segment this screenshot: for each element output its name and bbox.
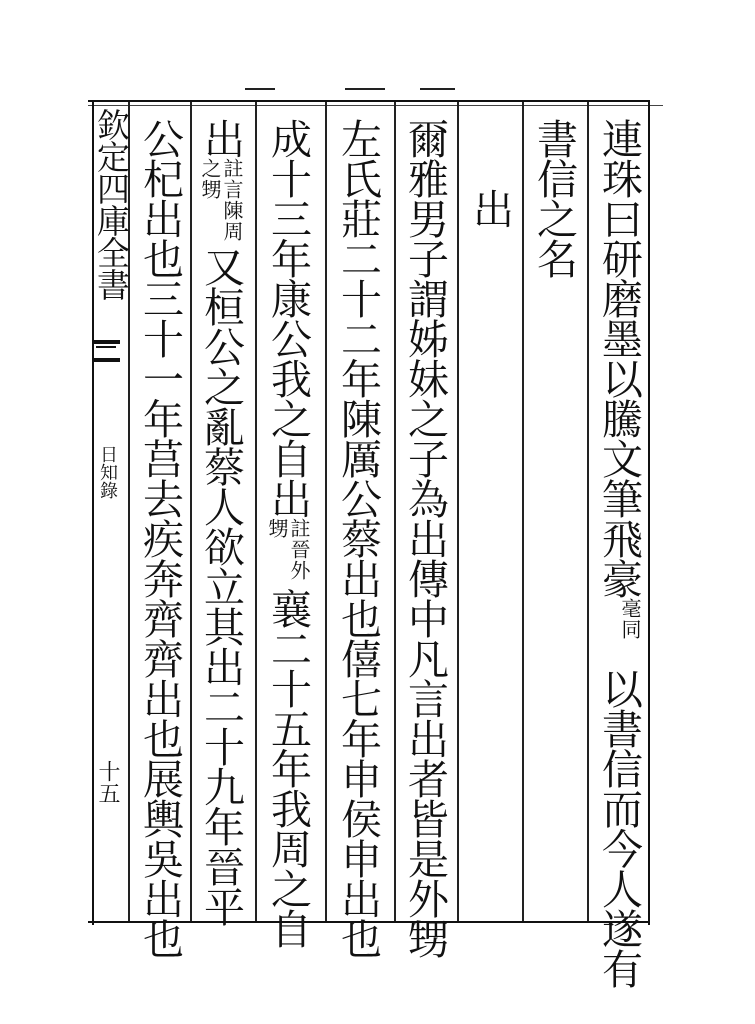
section-heading: [468, 188, 512, 228]
column-text: 成十三年康公我之自出: [264, 118, 312, 518]
text-column-7: [199, 118, 243, 926]
column-text: 書信之名: [530, 118, 578, 278]
inline-note: 註言陳周之甥: [198, 158, 244, 242]
column-text: 出: [197, 118, 245, 158]
inline-note: 毫同: [618, 598, 642, 640]
top-border: [88, 100, 648, 102]
scan-mark: [420, 88, 455, 90]
text-column-1: [597, 118, 641, 988]
page-number: 十五: [95, 760, 120, 804]
scan-mark: [345, 88, 385, 90]
column-divider: [325, 102, 327, 921]
text-column-4: [403, 118, 447, 958]
column-text: 以書信而今人遂有: [595, 668, 643, 988]
column-text: 襄二十五年我周之自: [264, 588, 312, 948]
right-border: [648, 100, 650, 925]
heading-text: 出: [466, 188, 514, 228]
column-divider: [394, 102, 396, 921]
column-divider: [190, 102, 192, 921]
work-title: 日知錄: [97, 445, 118, 499]
column-text: 連珠曰研磨墨以騰文筆飛豪: [595, 118, 643, 598]
column-text: 爾雅男子謂姊妹之子為出傳中凡言出者皆是外甥: [401, 118, 449, 958]
column-text: 左氏莊二十二年陳厲公蔡出也僖七年申侯申出也: [334, 118, 382, 958]
column-divider: [457, 102, 459, 921]
column-divider: [522, 102, 524, 921]
book-title: 欽定四庫全書: [92, 108, 131, 300]
text-column-5: [336, 118, 380, 958]
top-border-thin: [88, 105, 663, 106]
text-column-8: [138, 118, 182, 958]
inline-note: 註晉外甥: [265, 518, 311, 581]
column-divider: [587, 102, 589, 921]
column-text: 公杞出也三十一年莒去疾奔齊齊出也展輿吳出也: [136, 118, 184, 958]
text-column-6: [266, 118, 310, 948]
text-column-2: [532, 118, 576, 278]
column-text: 又桓公之亂蔡人欲立其出二十九年晉平: [197, 246, 245, 926]
scan-mark: [245, 88, 275, 90]
column-divider: [255, 102, 257, 921]
fish-tail-mark-icon: [92, 340, 120, 362]
